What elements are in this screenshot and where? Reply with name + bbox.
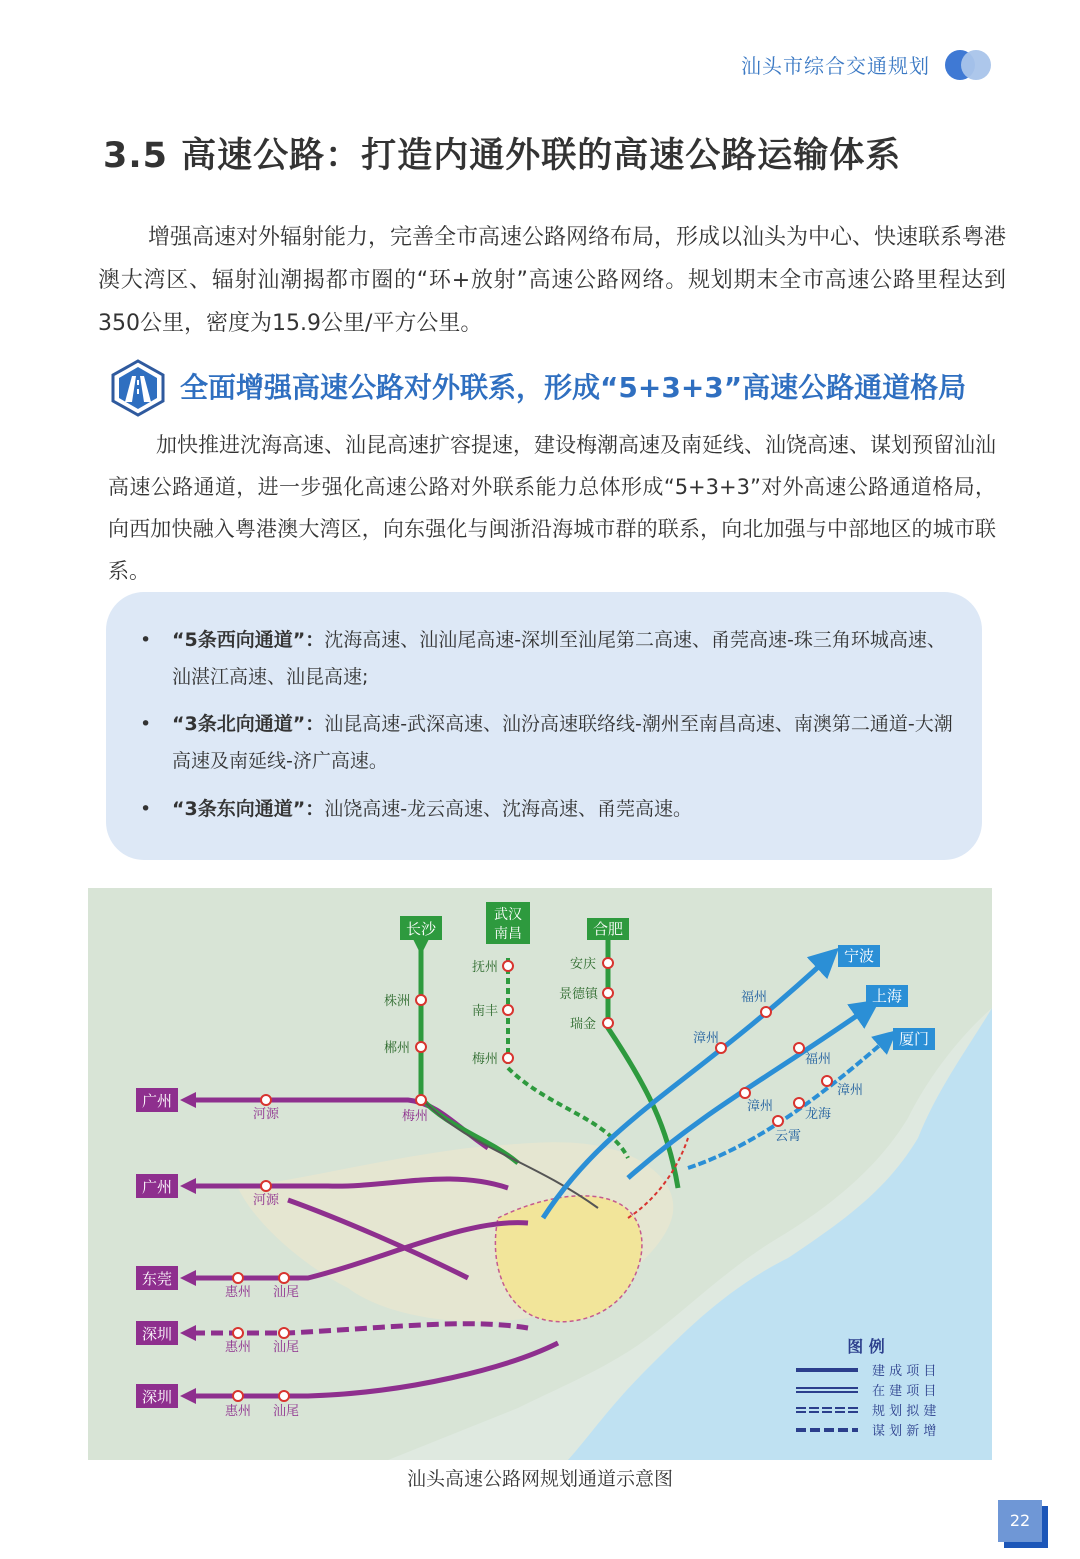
city-huizhou-2: 惠州 xyxy=(224,1340,252,1355)
city-shanwei-2: 汕尾 xyxy=(272,1340,300,1355)
channel-summary-box xyxy=(106,592,982,860)
city-fuzhou-1: 福州 xyxy=(740,990,768,1005)
intro-paragraph: 增强高速对外辐射能力，完善全市高速公路网络布局，形成以汕头为中心、快速联系粤港澳大湾区、辐射汕潮揭都市圈的“环+放射”高速公路网络。规划期末全市高速公路里程达到350公里，密度为15.9公里/平方公里。 xyxy=(98,225,1007,336)
subsection-title: 全面增强高速公路对外联系，形成“5+3+3”高速公路通道格局 xyxy=(180,371,967,404)
section-title: 3.5 高速公路：打造内通外联的高速公路运输体系 xyxy=(103,136,902,176)
dest-label: 深圳 xyxy=(141,1388,173,1406)
legend-planned: 规 划 拟 建 xyxy=(872,1404,937,1419)
highway-icon xyxy=(110,358,166,418)
dest-label: 广州 xyxy=(141,1178,173,1196)
city-jingdezhen: 景德镇 xyxy=(558,987,598,1002)
city-huizhou-1: 惠州 xyxy=(224,1285,252,1300)
bullet-content: 汕昆高速-武深高速、汕汾高速联络线-潮州至南昌高速、南澳第二通道-大潮高速及南延线-济广高速。 xyxy=(172,713,953,772)
dest-label: 长沙 xyxy=(405,920,437,938)
city-zhangzhou-3: 漳州 xyxy=(836,1083,864,1098)
page-number-badge xyxy=(998,1500,1048,1548)
dest-box-xiamen xyxy=(893,1028,935,1050)
city-ruijin: 瑞金 xyxy=(569,1017,596,1032)
bullet-content: 沈海高速、汕汕尾高速-深圳至汕尾第二高速、甬莞高速-珠三角环城高速、汕湛江高速、汕昆高速; xyxy=(172,629,946,688)
city-nanfeng: 南丰 xyxy=(471,1004,498,1019)
subsection-paragraph: 加快推进沈海高速、汕昆高速扩容提速，建设梅潮高速及南延线、汕饶高速、谋划预留汕汕高速公路通道，进一步强化高速公路对外联系能力总体形成“5+3+3”对外高速公路通道格局，向西加快融入粤港澳大湾区，向东强化与闽浙沿海城市群的联系，向北加强与中部地区的城市联系。 xyxy=(108,433,996,583)
dest-label: 厦门 xyxy=(898,1030,930,1048)
dest-label: 广州 xyxy=(141,1092,173,1110)
dest-label: 合肥 xyxy=(592,920,624,938)
bullet-dot: • xyxy=(140,798,152,820)
city-fuzhou-2: 福州 xyxy=(804,1052,832,1067)
legend-title: 图 例 xyxy=(847,1337,885,1356)
city-fuzhou-jx: 抚州 xyxy=(471,960,498,975)
city-heyuan-2: 河源 xyxy=(252,1193,280,1208)
city-zhangzhou-1: 漳州 xyxy=(692,1031,720,1046)
dest-box-guangzhou-1 xyxy=(136,1088,178,1112)
bullet-label: “5条西向通道”： xyxy=(172,629,325,651)
city-meizhou-1: 梅州 xyxy=(401,1109,428,1124)
city-longhai: 龙海 xyxy=(804,1107,832,1122)
city-chenzhou: 郴州 xyxy=(383,1041,410,1056)
dest-box-guangzhou-2 xyxy=(136,1174,178,1198)
dest-box-hefei xyxy=(587,918,629,940)
dest-label: 宁波 xyxy=(843,947,875,965)
city-shanwei-3: 汕尾 xyxy=(272,1404,300,1419)
dest-box-wuhan-nanchang xyxy=(486,902,530,944)
legend-built: 建 成 项 目 xyxy=(872,1364,937,1379)
city-shanwei-1: 汕尾 xyxy=(272,1285,300,1300)
header-dot-light xyxy=(961,50,991,80)
legend-under-construction: 在 建 项 目 xyxy=(872,1384,937,1399)
dest-label: 深圳 xyxy=(141,1325,173,1343)
bullet-text xyxy=(172,706,962,780)
highway-map xyxy=(88,888,992,1460)
bullet-text xyxy=(172,622,962,696)
dest-label: 东莞 xyxy=(141,1270,173,1288)
header-decoration xyxy=(945,50,991,80)
bullet-text xyxy=(172,791,962,828)
bullet-content: 汕饶高速-龙云高速、沈海高速、甬莞高速。 xyxy=(324,798,693,820)
page-number: 22 xyxy=(998,1500,1042,1542)
highway-map-svg xyxy=(88,888,992,1460)
dest-box-changsha xyxy=(400,916,442,940)
bullet-label: “3条北向通道”： xyxy=(172,713,325,735)
city-anqing: 安庆 xyxy=(569,957,596,972)
dest-box-shanghai xyxy=(866,985,908,1007)
bullet-dot: • xyxy=(140,629,152,651)
dest-label: 上海 xyxy=(871,987,903,1005)
city-yunxiao: 云霄 xyxy=(774,1129,802,1144)
city-zhuzhou: 株洲 xyxy=(383,994,410,1009)
bullet-dot: • xyxy=(140,713,152,735)
dest-box-shenzhen-2 xyxy=(136,1384,178,1408)
bullet-label: “3条东向通道”： xyxy=(172,798,325,820)
dest-box-ningbo xyxy=(838,945,880,967)
dest-box-dongguan xyxy=(136,1266,178,1290)
legend-proposed: 谋 划 新 增 xyxy=(872,1424,937,1439)
dest-label: 武汉 xyxy=(494,907,522,923)
city-huizhou-3: 惠州 xyxy=(224,1404,252,1419)
map-caption: 汕头高速公路网规划通道示意图 xyxy=(406,1468,673,1490)
dest-label: 南昌 xyxy=(494,926,522,942)
city-heyuan-1: 河源 xyxy=(252,1107,280,1122)
document-header-title: 汕头市综合交通规划 xyxy=(741,54,930,78)
city-zhangzhou-2: 漳州 xyxy=(746,1099,774,1114)
dest-box-shenzhen-1 xyxy=(136,1321,178,1345)
city-meizhou-2: 梅州 xyxy=(471,1052,498,1067)
